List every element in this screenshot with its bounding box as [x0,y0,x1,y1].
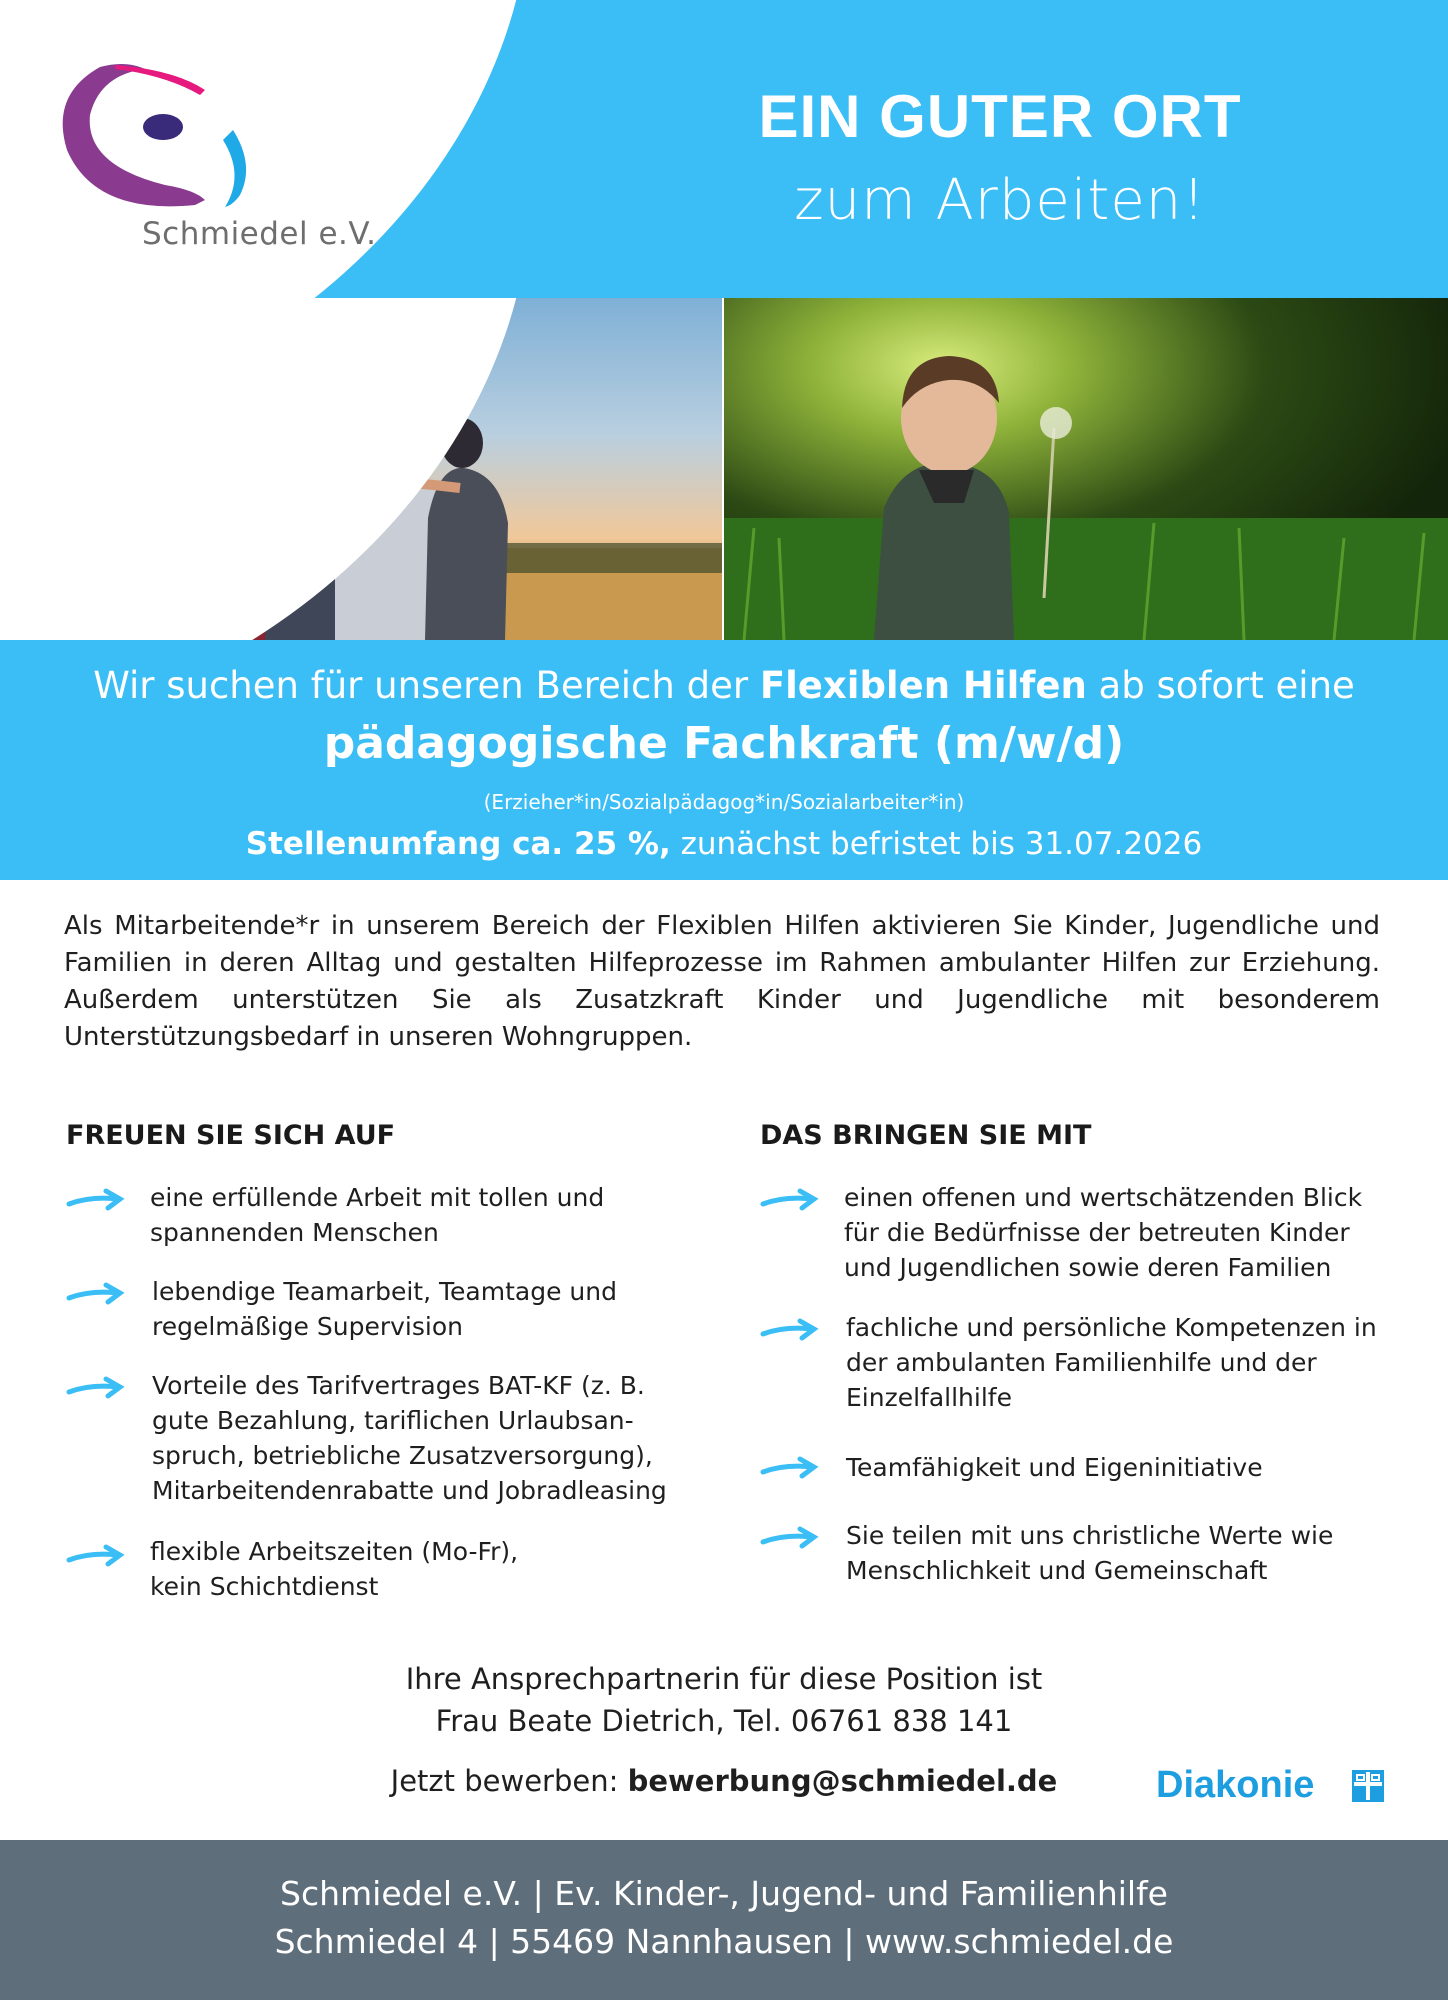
apply-email-link[interactable]: bewerbung@schmiedel.de [627,1764,1058,1798]
contact-phone-line: Frau Beate Dietrich, Tel. 06761 838 141 [435,1704,1013,1738]
diakonie-logo-text: Diakonie [1156,1764,1315,1806]
logo-text: Schmiedel e.V. [142,216,377,252]
arrow-icon [66,1544,126,1570]
banner-intro-pre: Wir suchen für unseren Bereich der [93,664,760,707]
benefit-item: lebendige Teamarbeit, Teamtage und regelmäßige Supervision [152,1277,617,1341]
banner-intro-line [0,664,1448,707]
requirement-item: Sie teilen mit uns christliche Werte wie Menschlichkeit und Gemeinschaft [846,1521,1334,1585]
photo-girl-dandelion [724,298,1448,640]
headline-subtitle: zum Arbeiten! [794,168,1206,233]
arrow-icon [760,1456,820,1482]
apply-label: Jetzt bewerben: [390,1764,628,1798]
requirement-item: Teamfähigkeit und Eigeninitiative [846,1453,1263,1482]
schmiedel-logo-icon [55,55,275,215]
benefit-item: flexible Arbeitszeiten (Mo-Fr), kein Schichtdienst [150,1537,519,1601]
job-scope-rest: zunächst befristet bis 31.07.2026 [670,826,1203,862]
benefit-item: eine erfüllende Arbeit mit tollen und spannenden Menschen [150,1183,605,1247]
job-banner [0,640,1448,880]
job-scope-bold: Stellenumfang ca. 25 %, [245,826,671,862]
arrow-icon [66,1376,126,1402]
footer-organization: Schmiedel e.V. | Ev. Kinder-, Jugend- und Familienhilfe [280,1874,1168,1913]
footer-address: Schmiedel 4 | 55469 Nannhausen | www.schmiedel.de [274,1922,1174,1961]
arrow-icon [760,1318,820,1344]
intro-paragraph: Als Mitarbeitende*r in unserem Bereich der Flexiblen Hilfen aktivieren Sie Kinder, Jugendliche und Familien in deren Alltag und gestalten Hilfeprozesse im Rahmen ambulanter Hilfen zur Erziehung. Außerdem unterstützen Sie als Zusatzkraft Kinder und Jugendliche mit besonderem Unterstützungsbedarf in unseren Wohngruppen. [64,911,1380,1052]
job-roles: (Erzieher*in/Sozialpädagog*in/Sozialarbeiter*in) [483,790,965,814]
contact-person-line: Ihre Ansprechpartnerin für diese Position ist [405,1662,1043,1696]
arrow-icon [66,1188,126,1214]
footer [0,1840,1448,2000]
requirement-item: einen offenen und wertschätzenden Blick für die Bedürfnisse der betreuten Kinder und Jugendlichen sowie deren Familien [844,1183,1363,1282]
banner-intro-bold: Flexiblen Hilfen [759,664,1087,707]
requirement-item: fachliche und persönliche Kompetenzen in der ambulanten Familienhilfe und der Einzelfallhilfe [846,1313,1377,1412]
job-title: pädagogische Fachkraft (m/w/d) [323,718,1125,769]
requirements-title: DAS BRINGEN SIE MIT [760,1120,1092,1151]
job-scope [0,826,1448,862]
diakonie-cross-icon [1352,1770,1384,1802]
banner-intro-post: ab sofort eine [1086,664,1355,707]
headline-title: EIN GUTER ORT [758,83,1242,150]
arrow-icon [760,1526,820,1552]
benefit-item: Vorteile des Tarifvertrages BAT-KF (z. B. gute Bezahlung, tariflichen Urlaubsan-spruch, betriebliche Zusatzversorgung), Mitarbeitendenrabatte und Jobradleasing [152,1371,667,1505]
arrow-icon [760,1188,820,1214]
arrow-icon [66,1282,126,1308]
benefits-title: FREUEN SIE SICH AUF [66,1120,396,1151]
